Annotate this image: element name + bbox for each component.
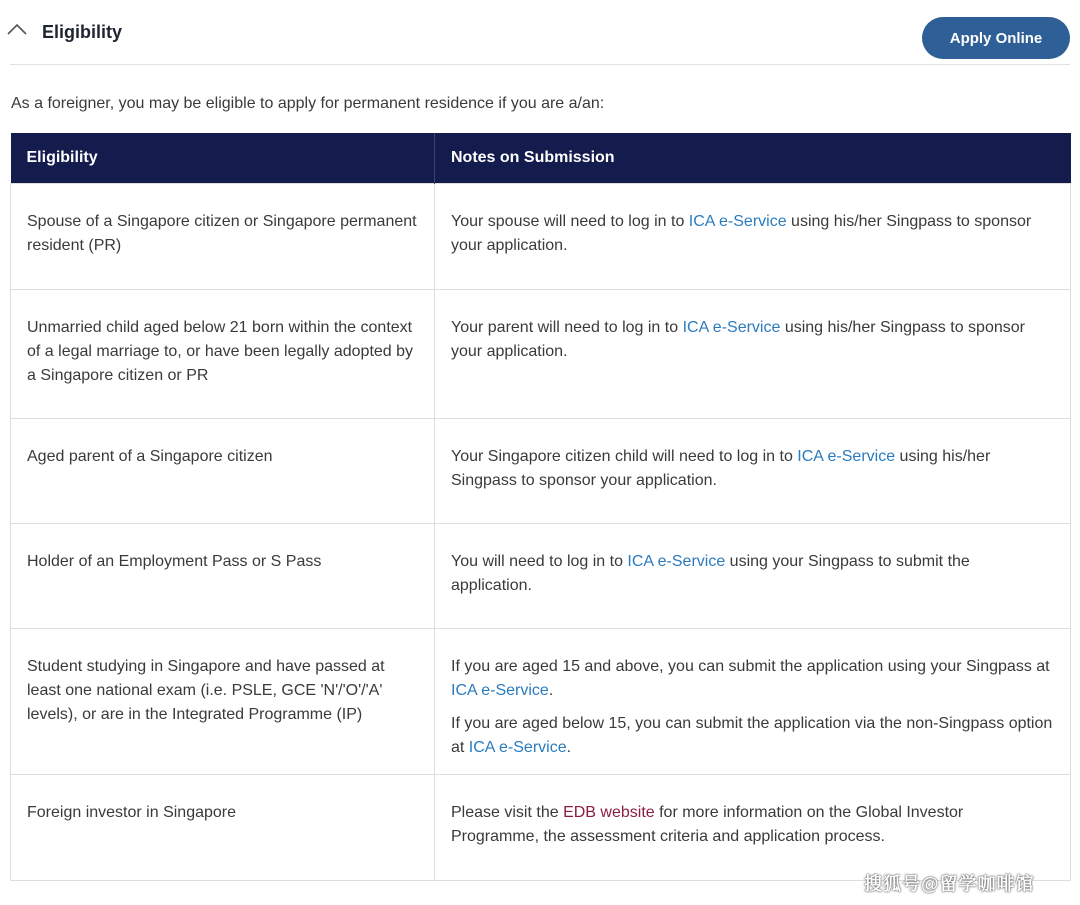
apply-online-button[interactable]: Apply Online [922,17,1070,59]
notes-cell: Your Singapore citizen child will need to log in to ICA e-Service using his/her Singpass to sponsor your application. [435,419,1071,524]
notes-cell: If you are aged 15 and above, you can submit the application using your Singpass at ICA e-Service. If you are aged below 15, you can submit the application via the non-Singpass option at ICA e-Service. [435,629,1071,775]
eligibility-cell: Aged parent of a Singapore citizen [11,419,435,524]
ica-eservice-link[interactable]: ICA e-Service [797,448,896,465]
ica-eservice-link[interactable]: ICA e-Service [451,682,549,699]
ica-eservice-link[interactable]: ICA e-Service [627,553,726,570]
table-row [11,629,1071,775]
header-divider [10,64,1070,65]
chevron-up-icon[interactable] [6,22,28,36]
ica-eservice-link[interactable]: ICA e-Service [688,213,787,230]
eligibility-cell: Foreign investor in Singapore [11,775,435,881]
ica-eservice-link[interactable]: ICA e-Service [682,319,781,336]
notes-cell: Your parent will need to log in to ICA e-Service using his/her Singpass to sponsor your application. [435,290,1071,419]
watermark: 搜狐号@留学咖啡馆 [864,874,1035,894]
notes-cell: Your spouse will need to log in to ICA e-Service using his/her Singpass to sponsor your application. [435,184,1071,290]
eligibility-cell: Holder of an Employment Pass or S Pass [11,524,435,629]
eligibility-table [10,133,1071,881]
eligibility-cell: Spouse of a Singapore citizen or Singapore permanent resident (PR) [11,184,435,290]
table-row [11,775,1071,881]
intro-text: As a foreigner, you may be eligible to apply for permanent residence if you are a/an: [11,95,605,112]
section-title: Eligibility [42,22,123,42]
column-header-notes: Notes on Submission [435,133,1071,184]
table-row [11,184,1071,290]
ica-eservice-link[interactable]: ICA e-Service [468,739,567,756]
table-row [11,524,1071,629]
edb-website-link[interactable]: EDB website [563,804,655,821]
table-header-row [11,133,1071,184]
column-header-eligibility: Eligibility [11,133,435,184]
eligibility-cell: Student studying in Singapore and have passed at least one national exam (i.e. PSLE, GCE 'N'/'O'/'A' levels), or are in the Integrated Programme (IP) [11,629,435,775]
notes-cell: Please visit the EDB website for more information on the Global Investor Programme, the assessment criteria and application process. [435,775,1071,881]
table-row [11,290,1071,419]
eligibility-cell: Unmarried child aged below 21 born within the context of a legal marriage to, or have been legally adopted by a Singapore citizen or PR [11,290,435,419]
notes-cell: You will need to log in to ICA e-Service using your Singpass to submit the application. [435,524,1071,629]
table-row [11,419,1071,524]
section-header[interactable] [0,0,1080,65]
